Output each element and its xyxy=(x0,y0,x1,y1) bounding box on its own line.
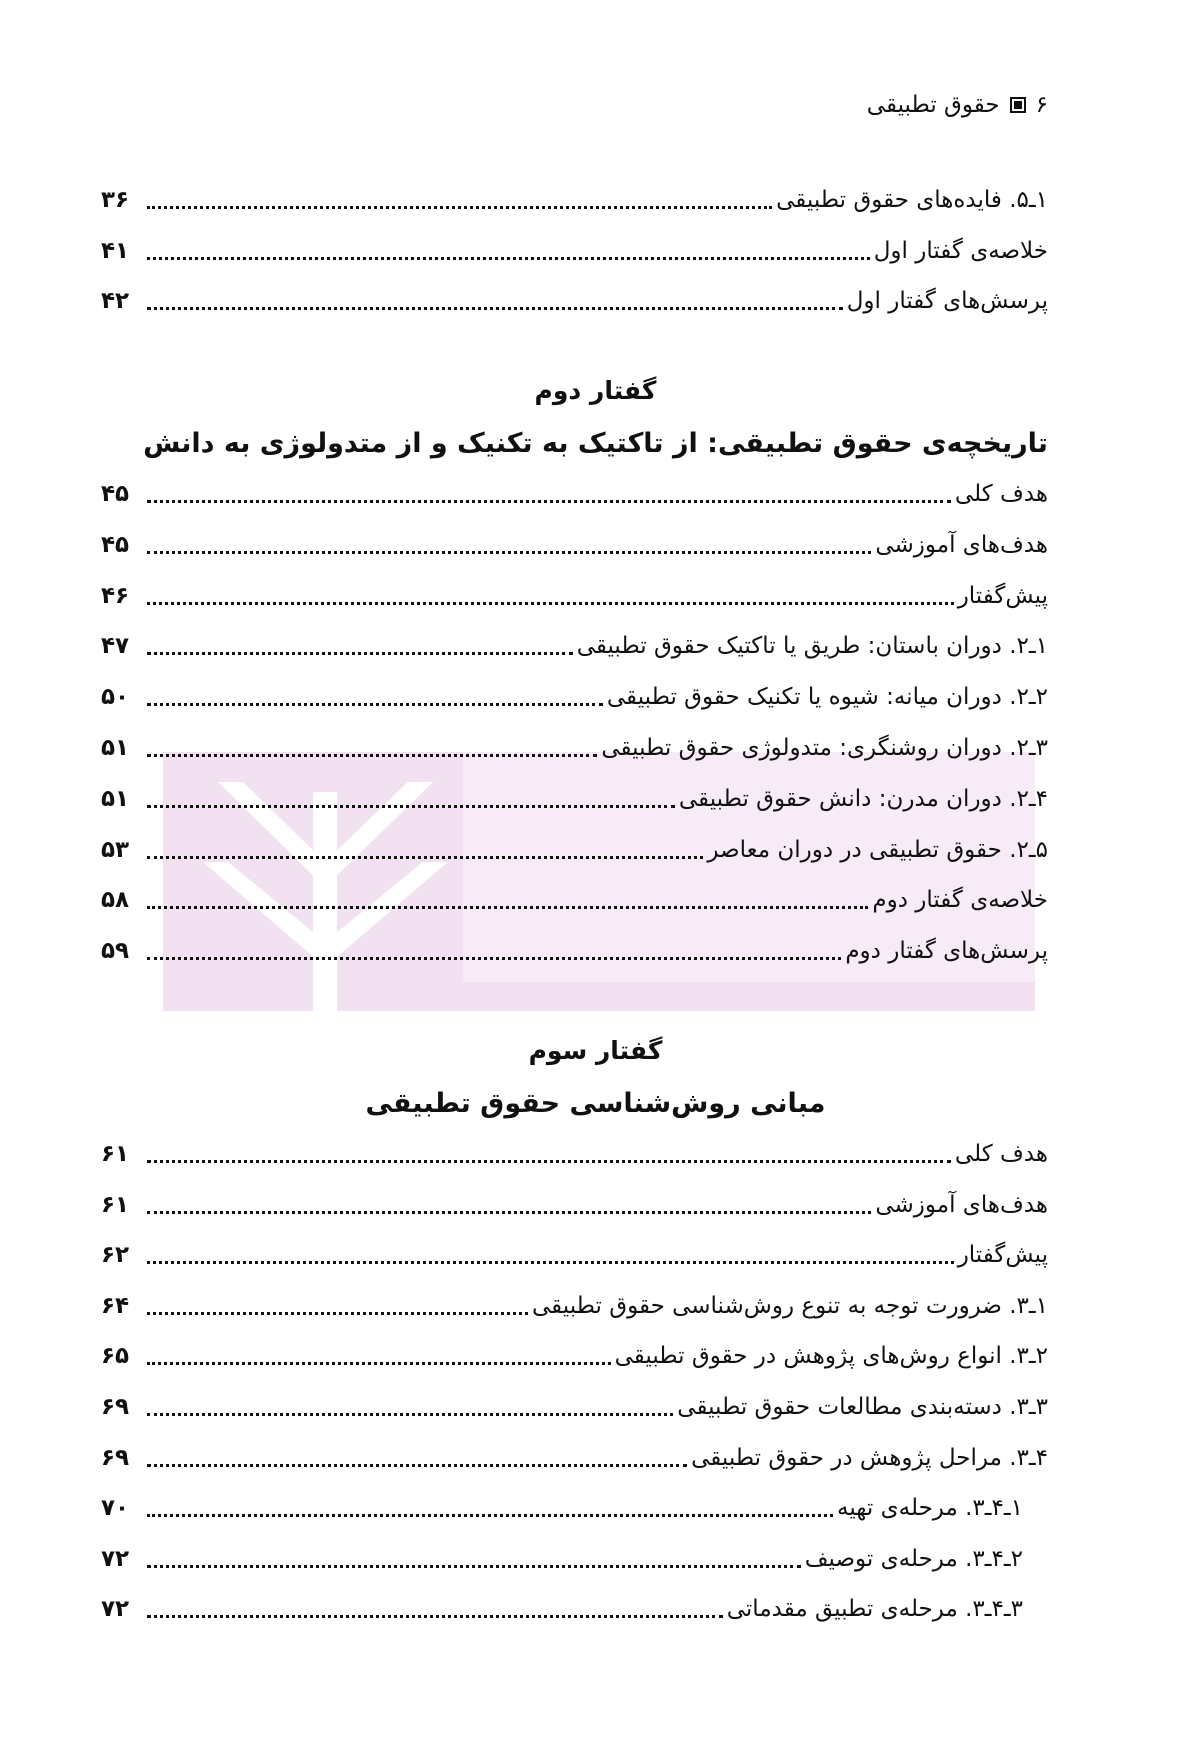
toc-entry[interactable] xyxy=(101,832,1048,868)
dot-leader xyxy=(147,906,868,909)
toc-entry-page: ۵۳ xyxy=(101,836,130,863)
toc-entry[interactable] xyxy=(101,476,1048,512)
toc-entry[interactable] xyxy=(101,1541,1023,1577)
toc-entry[interactable] xyxy=(101,1338,1048,1374)
toc-entry-title: ۱ـ۵. فایده‌های حقوق تطبیقی xyxy=(776,187,1048,213)
dot-leader xyxy=(147,500,951,503)
dot-leader xyxy=(147,1362,611,1365)
toc-entry-title: ۳ـ۲. دوران روشنگری: متدولوژی حقوق تطبیقی xyxy=(601,735,1048,761)
toc-entry[interactable] xyxy=(101,1591,1023,1627)
toc-entry[interactable] xyxy=(101,182,1048,218)
toc-entry-page: ۷۲ xyxy=(101,1545,130,1572)
toc-entry[interactable] xyxy=(101,781,1048,817)
dot-leader xyxy=(147,551,871,554)
toc-entry-title: پیش‌گفتار xyxy=(957,582,1048,609)
toc-entry[interactable] xyxy=(101,933,1048,969)
toc-entry[interactable] xyxy=(101,283,1048,319)
toc-entry-title: هدف‌های آموزشی xyxy=(875,1191,1048,1218)
page-number: ۶ xyxy=(1035,92,1048,118)
square-bullet-icon xyxy=(1010,97,1026,113)
toc-entry-title: هدف کلی xyxy=(954,481,1048,507)
toc-entry-page: ۶۱ xyxy=(101,1191,130,1218)
toc-entry-page: ۵۹ xyxy=(101,938,130,965)
toc-entry-page: ۷۰ xyxy=(101,1495,130,1522)
running-header xyxy=(867,92,1048,118)
toc-entry[interactable] xyxy=(101,1187,1048,1223)
chapter-2-title: تاریخچه‌ی حقوق تطبیقی: از تاکتیک به تکنیک و از متدولوژی به دانش xyxy=(143,428,1048,459)
dot-leader xyxy=(147,1211,871,1214)
toc-entry-page: ۴۶ xyxy=(101,582,130,609)
dot-leader xyxy=(147,703,603,706)
dot-leader xyxy=(147,1413,673,1416)
toc-entry-page: ۶۴ xyxy=(101,1292,130,1319)
toc-entry-page: ۶۹ xyxy=(101,1444,130,1471)
toc-entry-page: ۴۵ xyxy=(101,481,130,507)
toc-entry[interactable] xyxy=(101,1288,1048,1324)
toc-entry-title: خلاصه‌ی گفتار اول xyxy=(873,237,1048,264)
toc-entry[interactable] xyxy=(101,882,1048,918)
dot-leader xyxy=(147,957,841,960)
toc-entry-title: ۳ـ۳. دسته‌بندی مطالعات حقوق تطبیقی xyxy=(677,1394,1048,1420)
dot-leader xyxy=(147,206,772,209)
toc-entry-title: ۴ـ۲. دوران مدرن: دانش حقوق تطبیقی xyxy=(678,785,1048,812)
toc-entry-page: ۶۵ xyxy=(101,1343,130,1370)
dot-leader xyxy=(147,652,573,655)
chapter-3-heading: گفتار سوم xyxy=(528,1036,663,1065)
dot-leader xyxy=(147,1312,528,1315)
toc-entry-page: ۶۲ xyxy=(101,1242,130,1269)
toc-entry-page: ۷۲ xyxy=(101,1596,130,1623)
toc-entry[interactable] xyxy=(101,1136,1048,1172)
toc-entry-page: ۵۱ xyxy=(101,735,130,761)
chapter-3-title: مبانی روش‌شناسی حقوق تطبیقی xyxy=(365,1088,826,1119)
toc-entry-page: ۴۱ xyxy=(101,237,130,264)
toc-entry-title: هدف کلی xyxy=(954,1141,1048,1167)
dot-leader xyxy=(147,307,843,310)
toc-entry-title: ۱ـ۲. دوران باستان: طریق یا تاکتیک حقوق تطبیقی xyxy=(576,633,1048,660)
dot-leader xyxy=(147,1261,954,1264)
toc-entry[interactable] xyxy=(101,527,1048,563)
toc-entry-title: خلاصه‌ی گفتار دوم xyxy=(872,887,1048,914)
toc-entry[interactable] xyxy=(101,679,1048,715)
toc-entry[interactable] xyxy=(101,628,1048,664)
toc-entry-page: ۵۸ xyxy=(101,887,130,914)
toc-entry-page: ۵۰ xyxy=(101,684,130,711)
toc-entry-title: ۱ـ۳. ضرورت توجه به تنوع روش‌شناسی حقوق تطبیقی xyxy=(531,1292,1048,1319)
toc-entry-page: ۴۵ xyxy=(101,531,130,558)
toc-entry-page: ۶۹ xyxy=(101,1394,130,1420)
dot-leader xyxy=(147,1514,833,1517)
toc-entry[interactable] xyxy=(101,578,1048,614)
dot-leader xyxy=(147,856,703,859)
toc-entry-title: ۲ـ۲. دوران میانه: شیوه یا تکنیک حقوق تطبیقی xyxy=(606,684,1048,711)
toc-entry[interactable] xyxy=(101,1389,1048,1425)
toc-entry-page: ۴۲ xyxy=(101,288,130,314)
dot-leader xyxy=(147,805,675,808)
dot-leader xyxy=(147,602,954,605)
toc-entry-title: هدف‌های آموزشی xyxy=(875,531,1048,558)
toc-entry-title: پرسش‌های گفتار اول xyxy=(846,288,1048,314)
toc-entry-title: ۲ـ۴ـ۳. مرحله‌ی توصیف xyxy=(804,1545,1023,1572)
dot-leader xyxy=(147,1160,951,1163)
toc-entry-page: ۴۷ xyxy=(101,633,130,660)
book-title: حقوق تطبیقی xyxy=(866,92,1000,118)
chapter-2-heading: گفتار دوم xyxy=(534,376,657,405)
toc-entry-page: ۳۶ xyxy=(101,187,130,213)
toc-entry-title: پرسش‌های گفتار دوم xyxy=(845,938,1048,965)
toc-entry-title: ۵ـ۲. حقوق تطبیقی در دوران معاصر xyxy=(707,836,1048,863)
toc-entry[interactable] xyxy=(101,1440,1048,1476)
dot-leader xyxy=(147,754,597,757)
dot-leader xyxy=(147,1565,801,1568)
dot-leader xyxy=(147,1464,687,1467)
toc-entry-title: ۲ـ۳. انواع روش‌های پژوهش در حقوق تطبیقی xyxy=(614,1343,1048,1370)
toc-entry-title: ۱ـ۴ـ۳. مرحله‌ی تهیه xyxy=(837,1495,1023,1522)
toc-entry[interactable] xyxy=(101,233,1048,269)
toc-entry[interactable] xyxy=(101,1237,1048,1273)
dot-leader xyxy=(147,257,870,260)
toc-entry-title: ۳ـ۴ـ۳. مرحله‌ی تطبیق مقدماتی xyxy=(726,1596,1023,1623)
toc-entry[interactable] xyxy=(101,1490,1023,1526)
toc-entry-title: پیش‌گفتار xyxy=(957,1242,1048,1269)
toc-entry-page: ۵۱ xyxy=(101,785,130,812)
dot-leader xyxy=(147,1615,723,1618)
toc-entry[interactable] xyxy=(101,730,1048,766)
toc-entry-page: ۶۱ xyxy=(101,1141,130,1167)
toc-entry-title: ۴ـ۳. مراحل پژوهش در حقوق تطبیقی xyxy=(691,1444,1048,1471)
